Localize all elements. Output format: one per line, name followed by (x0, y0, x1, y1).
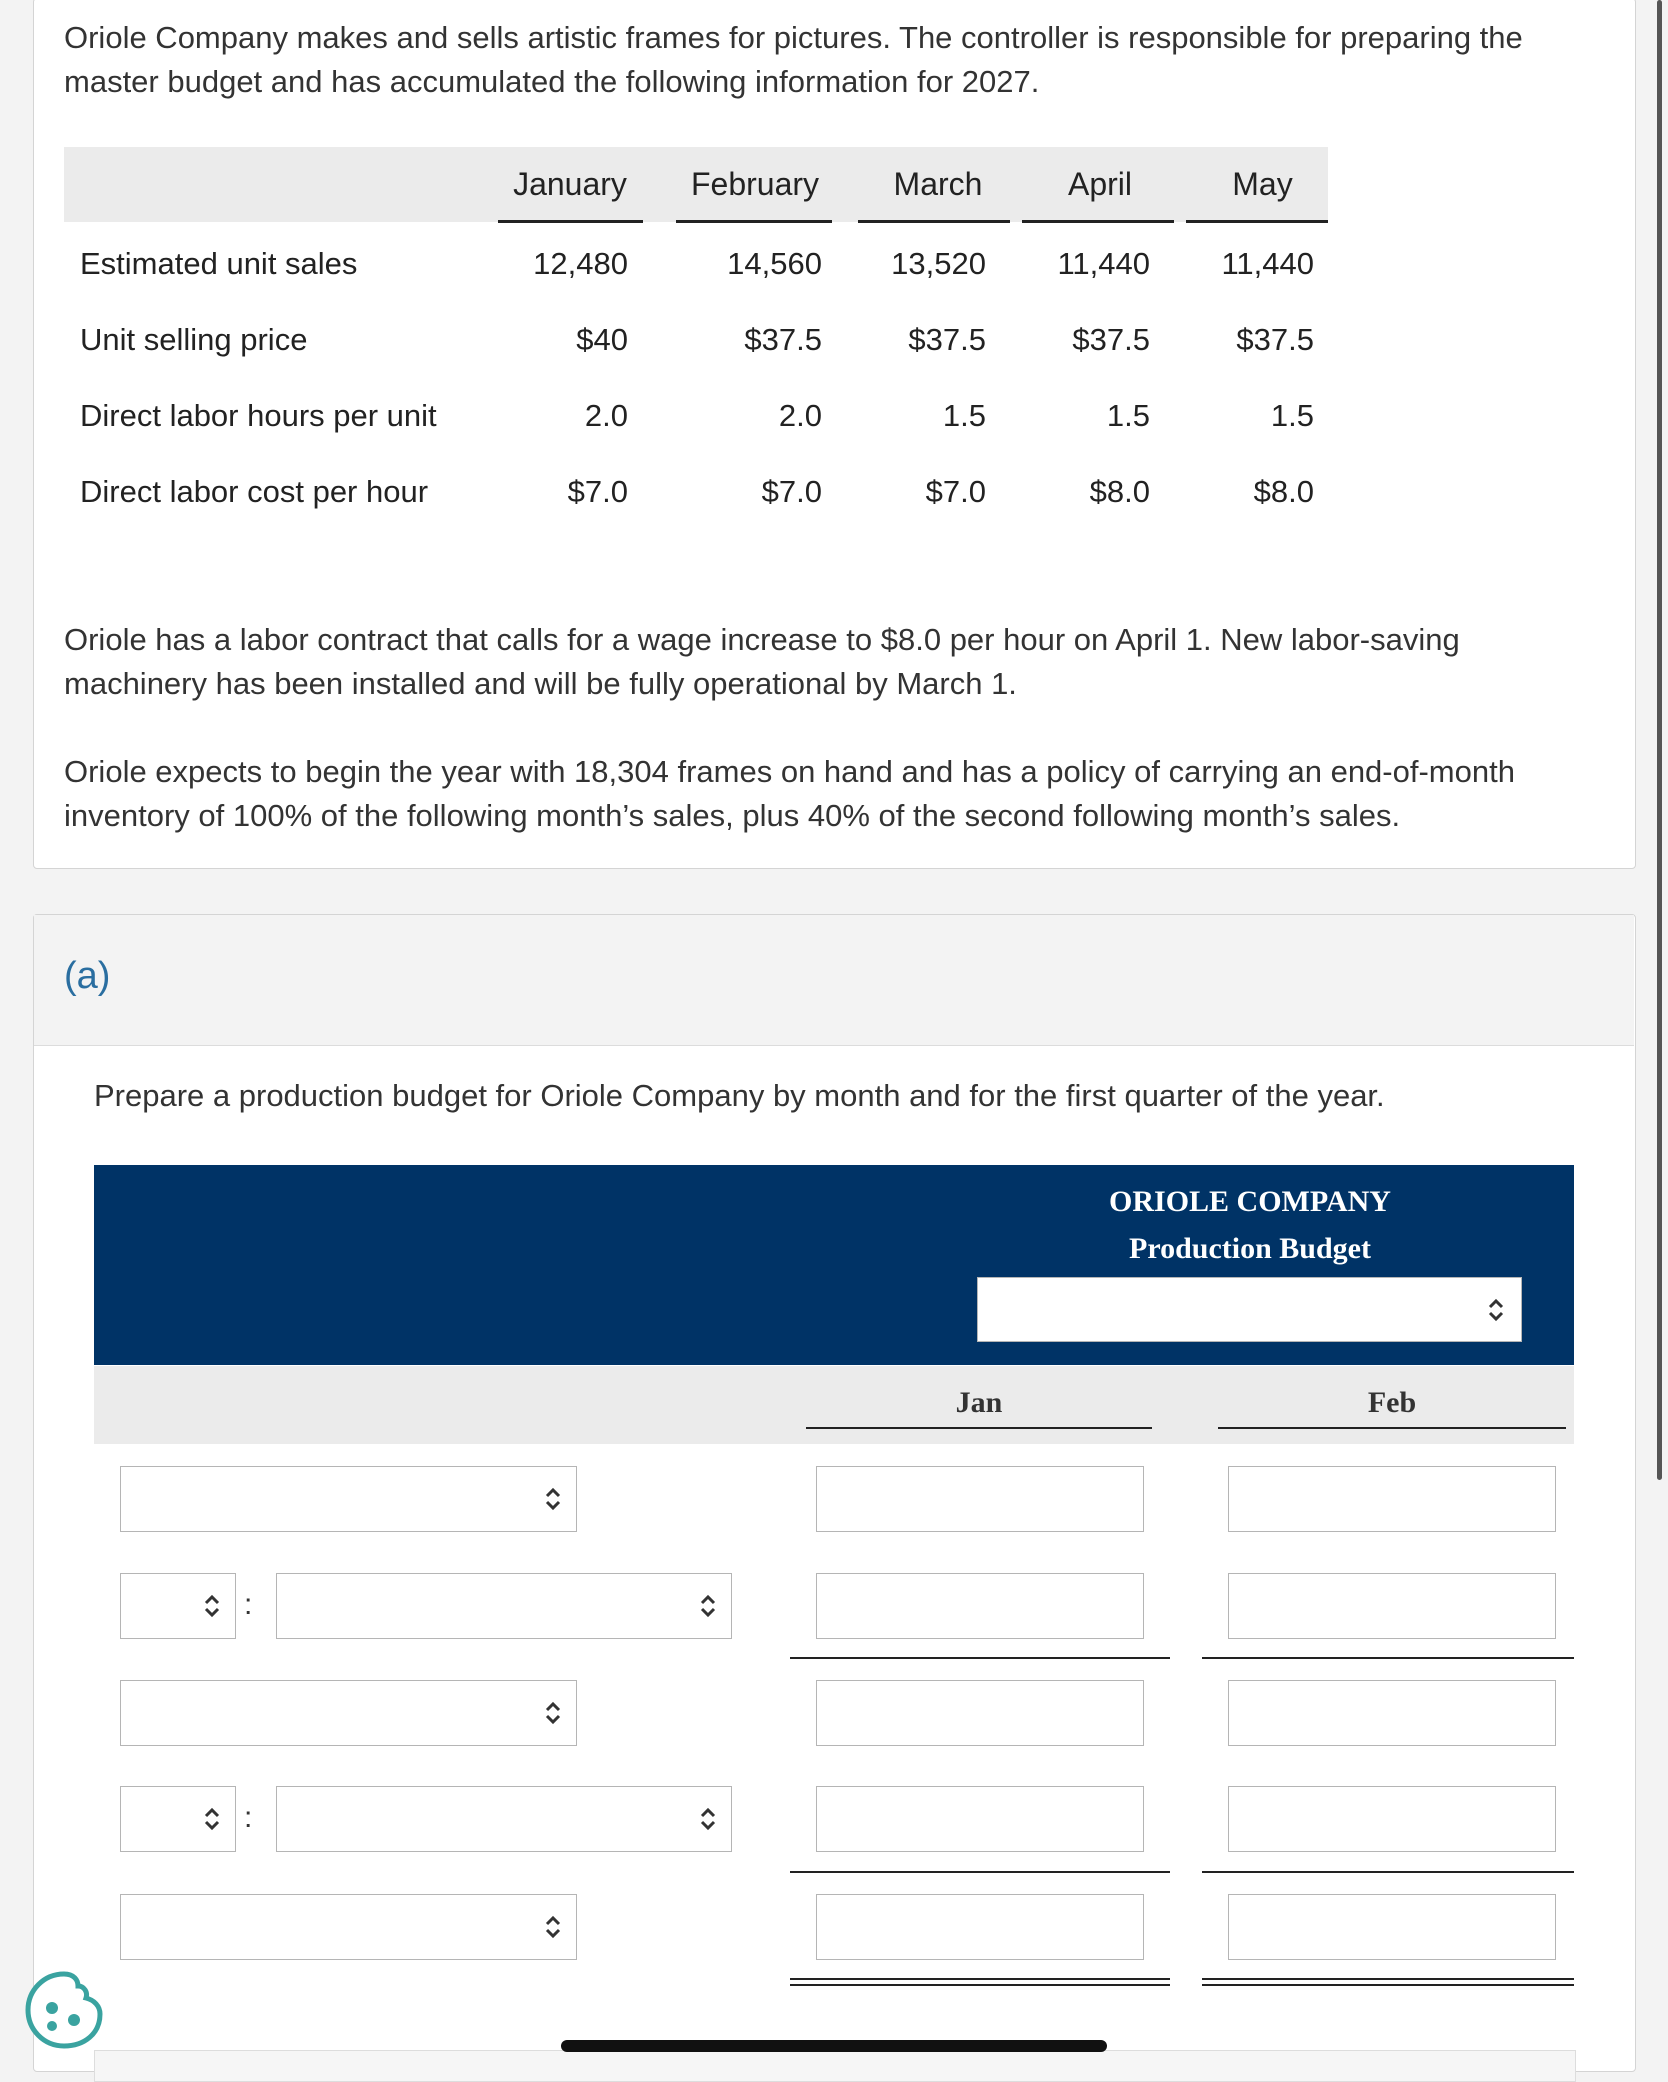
problem-card (33, 0, 1636, 869)
total-double-rule (790, 1984, 1170, 1986)
month-header: March (893, 166, 983, 202)
column-underline (806, 1427, 1152, 1429)
row-label-select[interactable] (276, 1573, 732, 1639)
month-header: January (513, 166, 627, 202)
row-label-select[interactable] (276, 1786, 732, 1852)
subtotal-rule (790, 1871, 1170, 1873)
row-label-select[interactable] (120, 1894, 577, 1960)
feb-input[interactable] (1228, 1786, 1556, 1852)
table-cell: $37.5 (908, 322, 986, 357)
row-label: Estimated unit sales (80, 246, 358, 281)
subtotal-rule (1202, 1871, 1574, 1873)
instruction-text: Prepare a production budget for Oriole Company by month and for the first quarter of the year. (94, 1078, 1385, 1113)
table-cell: 1.5 (1106, 398, 1150, 433)
subtotal-rule (790, 1657, 1170, 1659)
table-cell: 14,560 (727, 246, 822, 281)
company-name: ORIOLE COMPANY (1109, 1185, 1391, 1218)
colon-separator: : (244, 1588, 253, 1621)
jan-input[interactable] (816, 1680, 1144, 1746)
table-cell: 11,440 (1057, 246, 1150, 281)
period-select[interactable] (977, 1277, 1522, 1342)
chevron-up-down-icon (699, 1807, 717, 1835)
budget-title: Production Budget (1129, 1232, 1371, 1265)
labor-contract-note (64, 618, 1460, 706)
table-cell: 13,520 (891, 246, 986, 281)
operator-select[interactable] (120, 1573, 236, 1639)
total-double-rule (790, 1978, 1170, 1980)
row-label-select[interactable] (120, 1466, 577, 1532)
chevron-up-down-icon (544, 1487, 562, 1515)
table-cell: 1.5 (942, 398, 986, 433)
jan-input[interactable] (816, 1573, 1144, 1639)
column-underline (1218, 1427, 1566, 1429)
month-header: May (1232, 166, 1293, 202)
intro-line-1: Oriole Company makes and sells artistic frames for pictures. The controller is responsible for preparing the (64, 20, 1523, 55)
jan-input[interactable] (816, 1894, 1144, 1960)
header-underline (498, 220, 643, 223)
inventory-policy-note (64, 750, 1515, 838)
note-line: Oriole has a labor contract that calls for a wage increase to $8.0 per hour on April 1. New labor-saving (64, 622, 1460, 657)
chevron-up-down-icon (699, 1594, 717, 1622)
intro-line-2: master budget and has accumulated the following information for 2027. (64, 64, 1040, 99)
table-cell: $37.5 (1072, 322, 1150, 357)
table-cell: $7.0 (761, 474, 822, 509)
jan-input[interactable] (816, 1466, 1144, 1532)
table-cell: 12,480 (533, 246, 628, 281)
column-header-jan: Jan (955, 1386, 1003, 1419)
table-cell: 2.0 (778, 398, 822, 433)
operator-select[interactable] (120, 1786, 236, 1852)
month-header: February (690, 166, 820, 202)
table-cell: $7.0 (925, 474, 986, 509)
colon-separator: : (244, 1801, 253, 1834)
jan-input[interactable] (816, 1786, 1144, 1852)
header-underline (1022, 220, 1174, 223)
table-cell: $8.0 (1089, 474, 1150, 509)
row-label: Direct labor hours per unit (80, 398, 437, 433)
table-cell: $40 (576, 322, 628, 357)
table-cell: $7.0 (567, 474, 628, 509)
feb-input[interactable] (1228, 1466, 1556, 1532)
chevron-up-down-icon (544, 1915, 562, 1943)
column-header-feb: Feb (1367, 1386, 1417, 1419)
chevron-up-down-icon (203, 1594, 221, 1622)
next-section-card (94, 2050, 1576, 2082)
table-cell: $8.0 (1253, 474, 1314, 509)
feb-input[interactable] (1228, 1680, 1556, 1746)
home-indicator (561, 2040, 1107, 2052)
subtotal-rule (1202, 1657, 1574, 1659)
header-underline (676, 220, 832, 223)
scrollbar[interactable] (1657, 0, 1662, 1480)
cookie-icon[interactable] (22, 1968, 106, 2052)
total-double-rule (1202, 1984, 1574, 1986)
chevron-up-down-icon (1487, 1298, 1505, 1326)
chevron-up-down-icon (203, 1807, 221, 1835)
row-label: Direct labor cost per hour (80, 474, 429, 509)
note-line: Oriole expects to begin the year with 18,304 frames on hand and has a policy of carrying an end-of-month (64, 754, 1515, 789)
table-cell: 11,440 (1221, 246, 1314, 281)
table-cell: 1.5 (1270, 398, 1314, 433)
note-line: machinery has been installed and will be fully operational by March 1. (64, 666, 1017, 701)
month-header: April (1067, 166, 1132, 202)
table-cell: 2.0 (584, 398, 628, 433)
chevron-up-down-icon (544, 1701, 562, 1729)
part-label: (a) (64, 955, 111, 997)
feb-input[interactable] (1228, 1573, 1556, 1639)
header-underline (858, 220, 1010, 223)
feb-input[interactable] (1228, 1894, 1556, 1960)
note-line: inventory of 100% of the following month’s sales, plus 40% of the second following month’s sales. (64, 798, 1401, 833)
intro-text (64, 16, 1523, 104)
row-label: Unit selling price (80, 322, 308, 357)
table-cell: $37.5 (1236, 322, 1314, 357)
table-cell: $37.5 (744, 322, 822, 357)
part-a-header (34, 915, 1634, 1046)
row-label-select[interactable] (120, 1680, 577, 1746)
header-underline (1186, 220, 1328, 223)
total-double-rule (1202, 1978, 1574, 1980)
